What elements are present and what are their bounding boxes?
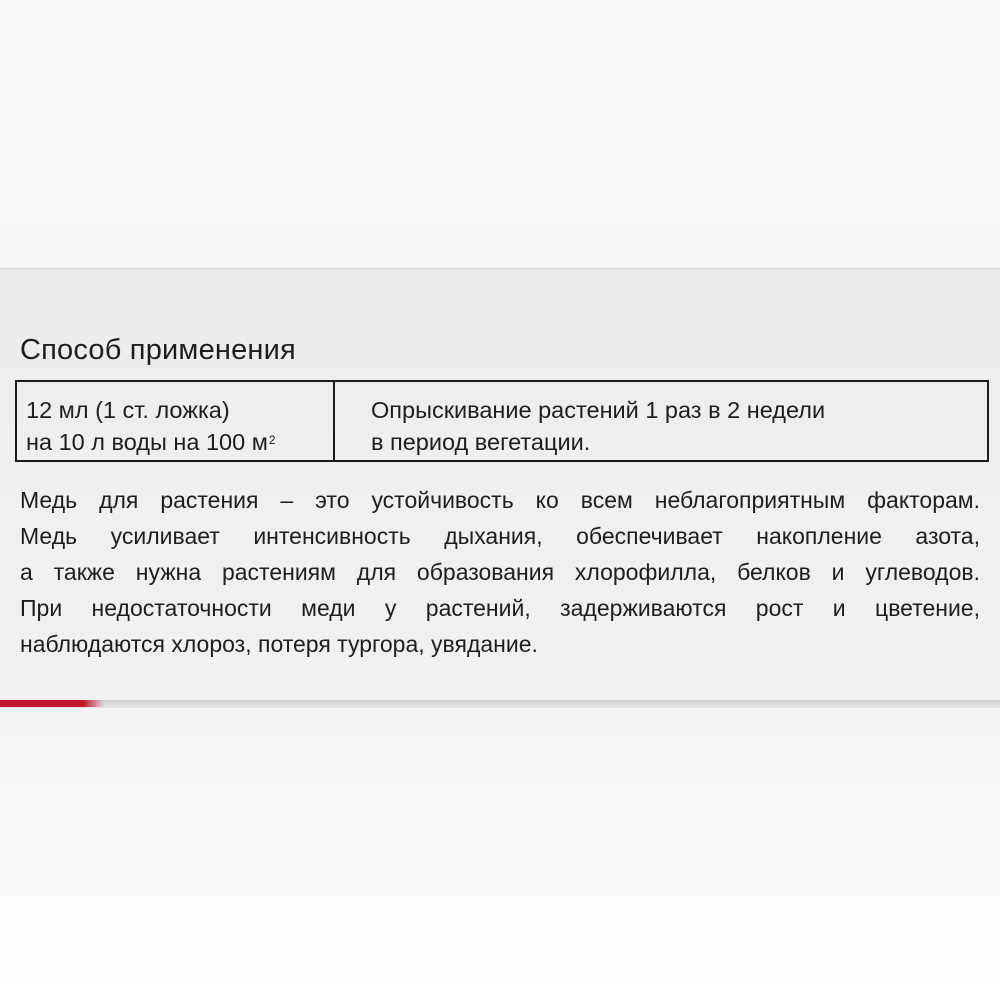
dosage-table [15, 380, 989, 462]
description-line-1: Медь для растения – это устойчивость ко всем неблагоприятным факторам. [20, 487, 980, 513]
description-line-3: а также нужна растениям для образования хлорофилла, белков и углеводов. [20, 559, 980, 585]
description-line-4: При недостаточности меди у растений, задерживаются рост и цветение, [20, 595, 980, 621]
copper-description [20, 482, 1000, 662]
dosage-amount-cell [17, 382, 335, 460]
dosage-amount-line-2 [26, 426, 333, 458]
description-line-5: наблюдаются хлороз, потеря тургора, увядание. [20, 631, 538, 657]
dosage-amount-text: на 10 л воды на 100 м [26, 429, 268, 455]
box-bottom-surface [0, 708, 1000, 1000]
dosage-method-cell [335, 382, 987, 460]
box-bottom-edge-shadow [0, 700, 1000, 708]
dosage-method-line-1: Опрыскивание растений 1 раз в 2 недели [371, 397, 826, 423]
red-packaging-edge [0, 700, 104, 707]
dosage-amount-line-1: 12 мл (1 ст. ложка) [26, 397, 230, 423]
box-top-surface [0, 0, 1000, 268]
usage-heading: Способ применения [20, 334, 296, 366]
dosage-method-line-2: в период вегетации. [371, 429, 591, 455]
description-line-2: Медь усиливает интенсивность дыхания, обеспечивает накопление азота, [20, 523, 980, 549]
square-meter-exponent: 2 [268, 433, 276, 447]
